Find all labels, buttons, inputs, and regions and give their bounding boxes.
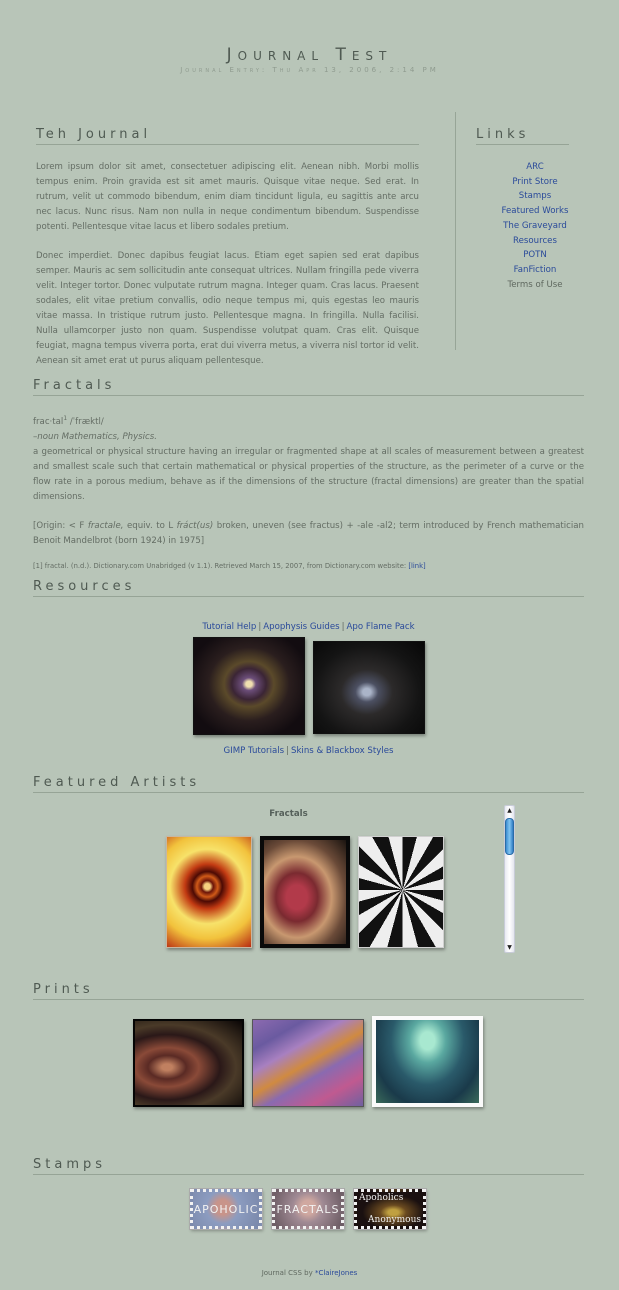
footer-credit: Journal CSS by [261, 1269, 315, 1277]
journal-header [0, 45, 619, 75]
resource-thumbnail-apophysis[interactable] [313, 641, 425, 734]
stamp-label: Apoholics [359, 1193, 404, 1203]
scroll-up-arrow-icon[interactable]: ▲ [507, 807, 512, 814]
featured-thumbnails [166, 836, 444, 948]
author-link[interactable]: *ClaireJones [314, 1269, 358, 1277]
separator: | [341, 622, 345, 632]
etymology [33, 519, 584, 549]
featured-thumbnail-organic[interactable] [260, 836, 350, 948]
stamp-apoholics-anonymous[interactable] [354, 1189, 426, 1229]
journal-section [36, 127, 419, 369]
part-of-speech: –noun Mathematics, Physics. [33, 431, 157, 442]
resource-links-bottom [33, 745, 584, 757]
link-stamps[interactable]: Stamps [518, 191, 552, 202]
links-list [475, 160, 595, 292]
link-fanfiction[interactable]: FanFiction [513, 264, 557, 275]
featured-artists-heading: Featured Artists [33, 775, 584, 793]
journal-title: Journal Test [226, 45, 393, 65]
fractals-heading: Fractals [33, 378, 584, 396]
etymology-italic: fractale, [87, 520, 124, 531]
column-divider [455, 112, 456, 350]
journal-entry-date: Journal Entry: Thu Apr 13, 2006, 2:14 PM [180, 66, 439, 74]
stamp-label: Anonymous [368, 1215, 421, 1225]
skins-blackbox-link[interactable]: Skins & Blackbox Styles [291, 746, 394, 756]
link-potn[interactable]: POTN [523, 250, 547, 261]
scrollbar-thumb[interactable] [505, 818, 514, 855]
resource-thumbnail-julia[interactable] [193, 637, 305, 735]
tutorial-help-link[interactable]: Tutorial Help [202, 622, 257, 632]
etymology-italic: fráct(us) [176, 520, 214, 531]
footer [0, 1269, 619, 1277]
separator: | [286, 746, 289, 756]
citation-text: [1] fractal. (n.d.). Dictionary.com Unabridged (v 1.1). Retrieved March 15, 2007, from Dictionary.com website: [33, 561, 409, 570]
print-thumbnail-swirl[interactable] [133, 1019, 244, 1107]
link-resources[interactable]: Resources [513, 235, 557, 246]
prints-heading: Prints [33, 982, 584, 1000]
stamps-heading: Stamps [33, 1157, 584, 1175]
print-thumbnails [133, 1019, 483, 1107]
etymology-text: equiv. to L [123, 520, 177, 531]
link-arc[interactable]: ARC [526, 162, 544, 172]
citation [33, 561, 584, 571]
link-the-graveyard[interactable]: The Graveyard [503, 220, 567, 231]
stamp-list [190, 1189, 426, 1229]
citation-link[interactable]: [link] [408, 561, 426, 570]
etymology-text: broken, uneven (see fractus) + -ale -al2; term introduced by French mathematician Benoit Mandelbrot (born 1924) in 1975] [33, 520, 585, 546]
stamp-label: FRACTALS [276, 1202, 340, 1216]
stamp-apoholic[interactable] [190, 1189, 262, 1229]
etymology-text: [Origin: < F [33, 520, 88, 531]
journal-paragraph: Donec imperdiet. Donec dapibus feugiat lacus. Etiam eget sapien sed erat dapibus semper. Mauris ac sem sollicitudin ante consequat ultrices. Nullam fringilla pede viverra velit. Integer tortor. Donec vulputate rutrum magna. Integer quam. Cras lacus. Praesent sodales, elit vitae pretium convallis, odio neque tempus mi, quis egestas leo mauris vitae massa. In tristique rutrum justo. Pellentesque magna. In fringilla. Nulla facilisi. Nulla ullamcorper justo non quam. Suspendisse volutpat quam. Cras elit. Quisque feugiat, magna tempus viverra porta, erat dui viverra metus, a viverra nisl tortor id velit. Aenean sit amet erat ut purus aliquam pellentesque. [36, 251, 419, 366]
stamps-section [33, 1157, 584, 1225]
fractals-section [33, 378, 584, 571]
prints-section [33, 982, 584, 1000]
featured-category-label: Fractals [269, 809, 308, 819]
featured-thumbnail-spiral-red[interactable] [166, 836, 252, 948]
resources-section [33, 579, 584, 757]
resource-links-top [33, 621, 584, 633]
resources-heading: Resources [33, 579, 584, 597]
pronunciation: /ˈfræktl/ [67, 416, 104, 427]
word-text: frac·tal [33, 416, 64, 427]
featured-scrollbar[interactable] [504, 805, 515, 953]
scroll-down-arrow-icon[interactable]: ▼ [507, 944, 512, 951]
featured-artists-section [33, 775, 584, 951]
journal-heading: Teh Journal [36, 127, 419, 145]
link-featured-works[interactable]: Featured Works [501, 206, 569, 217]
stamp-fractals[interactable] [272, 1189, 344, 1229]
terms-of-use-text: Terms of Use [507, 279, 563, 290]
featured-thumbnail-checker-spiral[interactable] [358, 836, 444, 948]
print-thumbnail-purple[interactable] [252, 1019, 364, 1107]
word-superscript: 1 [63, 415, 68, 422]
link-print-store[interactable]: Print Store [512, 176, 558, 187]
separator: | [258, 622, 262, 632]
gimp-tutorials-link[interactable]: GIMP Tutorials [223, 746, 285, 756]
apophysis-guides-link[interactable]: Apophysis Guides [263, 622, 340, 632]
apo-flame-pack-link[interactable]: Apo Flame Pack [346, 622, 415, 632]
links-heading: Links [476, 127, 569, 145]
print-thumbnail-teal[interactable] [372, 1016, 483, 1107]
journal-paragraph: Lorem ipsum dolor sit amet, consectetuer adipiscing elit. Aenean nibh. Morbi mollis tempus enim. Proin gravida est sit amet mauris. Quisque vitae neque. Sed erat. In rutrum, velit ut commodo bibendum, enim diam tincidunt ligula, eu sagittis ante arcu nec lacus. Nunc risus. Nam non nulla in neque condimentum bibendum. Suspendisse potenti. Pellentesque vitae lacus et libero sodales pretium. [36, 162, 419, 232]
links-sidebar [476, 127, 596, 292]
stamp-label: APOHOLIC [193, 1202, 259, 1216]
definition-word [33, 411, 584, 430]
definition-text: a geometrical or physical structure having an irregular or fragmented shape at all scales of measurement between a greatest and smallest scale such that certain mathematical or physical properties of the structure, as the perimeter of a curve or the flow rate in a porous medium, behave as if the dimensions of the structure (fractal dimensions) are greater than the spatial dimensions. [33, 446, 584, 502]
resource-thumbnails [33, 637, 584, 735]
